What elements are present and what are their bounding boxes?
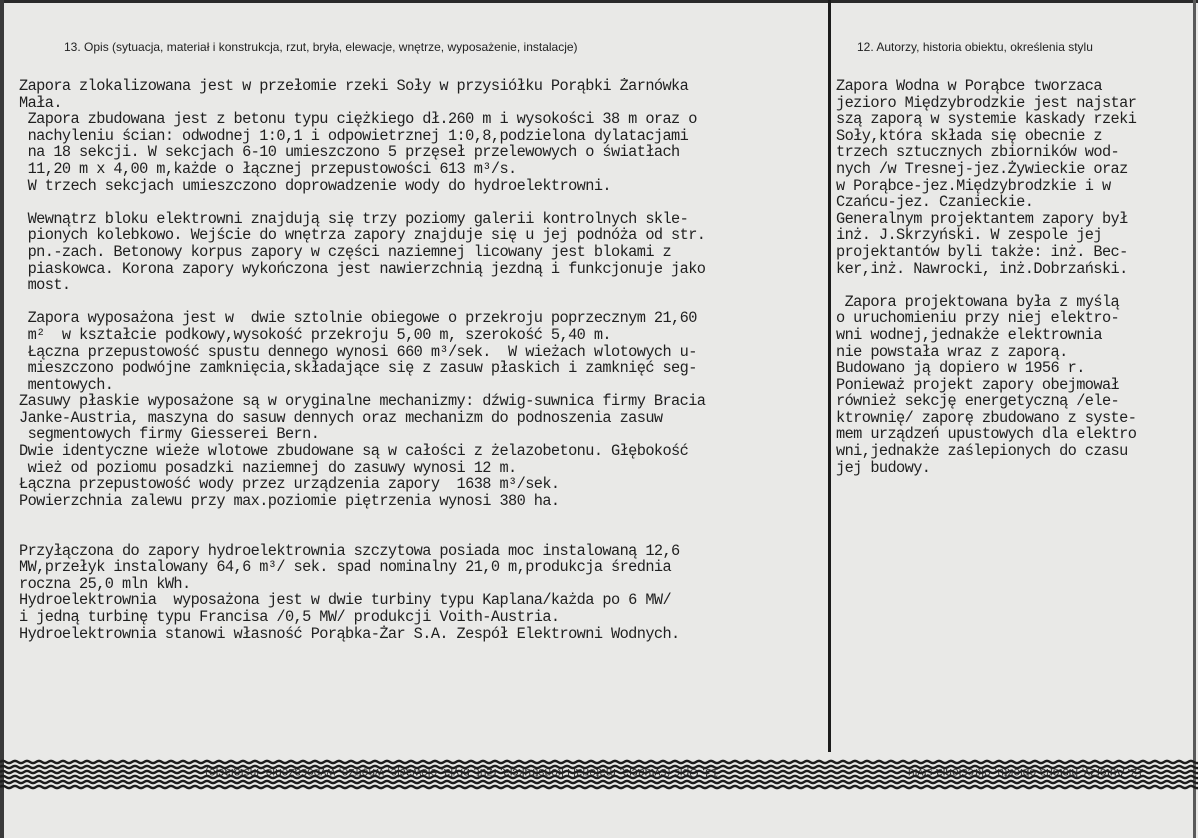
- mirrored-section-13-header: 13. Opis (sytuacja, materiał i konstrukcja, rzut, bryła, elewacje, wnętrze, wyposażenie, instalacje): [205, 766, 719, 780]
- mirrored-section-12-header: 12. Autorzy, historia obiektu, określenia stylu: [908, 766, 1144, 780]
- wave-line: [0, 781, 1198, 783]
- section-13-header: 13. Opis (sytuacja, materiał i konstrukcja, rzut, bryła, elewacje, wnętrze, wyposażenie, instalacje): [64, 40, 578, 54]
- right-edge-line: [1193, 0, 1196, 838]
- section-12-header: 12. Autorzy, historia obiektu, określenia stylu: [857, 40, 1093, 54]
- left-border-line: [0, 0, 4, 838]
- wave-line: [0, 761, 1198, 763]
- description-text: Zapora zlokalizowana jest w przełomie rzeki Soły w przysiółku Porąbki Żarnówka Mała. Zapora zbudowana jest z betonu typu ciężkiego dł.260 m i wysokości 38 m oraz o nachyleniu ścian: odwodnej 1:0,1 i odpowietrznej 1:0,8,podzielona dylatacjami na 18 sekcji. W sekcjach 6-10 umieszczono 5 przęseł przelewowych o światłach 11,20 m x 4,00 m,każde o łącznej przepustowości 613 m³/s. W trzech sekcjach umieszczono doprowadzenie wody do hydroelektrowni. Wewnątrz bloku elektrowni znajdują się trzy poziomy galerii kontrolnych skle- pionych kolebkowo. Wejście do wnętrza zapory znajduje się u jej podnóża od str. pn.-zach. Betonowy korpus zapory w części naziemnej licowany jest blokami z piaskowca. Korona zapory wykończona jest nawierzchnią jezdną i funkcjonuje jako most. Zapora wyposażona jest w dwie sztolnie obiegowe o przekroju poprzecznym 21,60 m² w kształcie podkowy,wysokość przekroju 5,00 m, szerokość 5,40 m. Łączna przepustowość spustu dennego wynosi 660 m³/sek. W wieżach wlotowych u- mieszczono podwójne zamknięcia,składające się z zasuw płaskich i zamknięć seg- mentowych. Zasuwy płaskie wyposażone są w oryginalne mechanizmy: dźwig-suwnica firmy Bracia Janke-Austria, maszyna do sasuw dennych oraz mechanizm do podnoszenia zasuw segmentowych firmy Giesserei Bern. Dwie identyczne wieże wlotowe zbudowane są w całości z żelazobetonu. Głębokość wież od poziomu posadzki naziemnej do zasuwy wynosi 12 m. Łączna przepustowość wody przez urządzenia zapory 1638 m³/sek. Powierzchnia zalewu przy max.poziomie piętrzenia wynosi 380 ha. Przyłączona do zapory hydroelektrownia szczytowa posiada moc instalowaną 12,6 MW,przełyk instalowany 64,6 m³/ sek. spad nominalny 21,0 m,produkcja średnia roczna 25,0 mln kWh. Hydroelektrownia wyposażona jest w dwie turbiny typu Kaplana/każda po 6 MW/ i jedną turbinę typu Francisa /0,5 MW/ produkcji Voith-Austria. Hydroelektrownia stanowi własność Porąbka-Żar S.A. Zespół Elektrowni Wodnych.: [19, 78, 706, 643]
- wave-line: [0, 786, 1198, 788]
- top-border-line: [0, 0, 1198, 3]
- column-divider-line: [828, 0, 831, 752]
- authors-history-text: Zapora Wodna w Porąbce tworzaca jezioro Międzybrodzkie jest najstar szą zaporą w systemie kaskady rzeki Soły,która składa się obecnie z trzech sztucznych zbiorników wod- nych /w Tresnej-jez.Żywieckie oraz w Porąbce-jez.Międzybrodzkie i w Czańcu-jez. Czanieckie. Generalnym projektantem zapory był inż. J.Skrzyński. W zespole jej projektantów byli także: inż. Bec- ker,inż. Nawrocki, inż.Dobrzański. Zapora projektowana była z myślą o uruchomieniu przy niej elektro- wni wodnej,jednakże elektrownia nie powstała wraz z zaporą. Budowano ją dopiero w 1956 r. Ponieważ projekt zapory obejmował również sekcję energetyczną /ele- ktrownię/ zaporę zbudowano z syste- mem urządzeń upustowych dla elektro wni,jednakże zaślepionych do czasu jej budowy.: [836, 78, 1137, 477]
